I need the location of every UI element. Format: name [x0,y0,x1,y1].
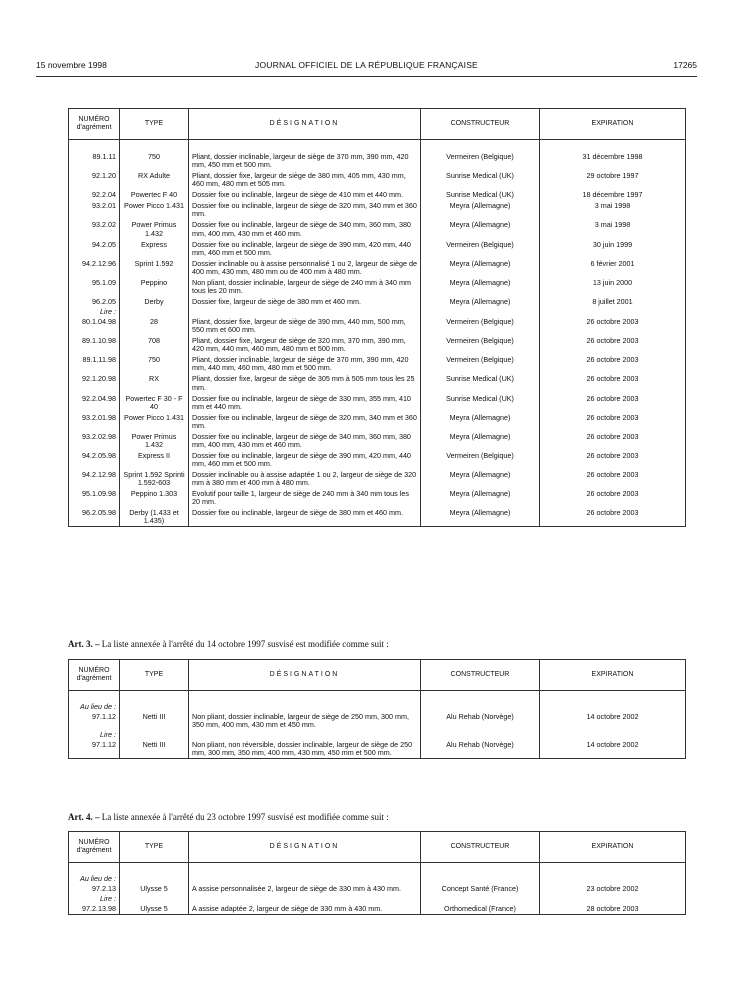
table-2 [68,659,686,759]
expiration-cell: 26 octobre 2003 [540,393,686,412]
header-page-number: 17265 [673,60,697,70]
lire-label-row [69,307,686,316]
type-cell: Powertec F 40 [120,189,189,200]
designation-cell: Non pliant, non réversible, dossier inclinable, largeur de siège de 250 mm, 300 mm, 350 mm, 400 mm, 430 mm, 450 mm et 500 mm. [189,739,421,759]
designation-cell: Dossier fixe ou inclinable, largeur de siège de 390 mm, 420 mm, 440 mm, 460 mm et 500 mm. [189,450,421,469]
table-row [69,170,686,189]
constructeur-cell: Meyra (Allemagne) [421,200,540,219]
expiration-cell: 26 octobre 2003 [540,431,686,450]
numero-cell: 96.2.05 [69,296,120,307]
au-lieu-de-label-row [69,874,686,883]
table-row [69,151,686,170]
constructeur-cell: Vermeiren (Belgique) [421,354,540,373]
expiration-cell: 26 octobre 2003 [540,507,686,527]
lire-label-row [69,894,686,903]
type-cell: Netti III [120,739,189,759]
col-designation: DÉSIGNATION [189,832,421,863]
designation-cell: Evolutif pour taille 1, largeur de siège de 240 mm à 340 mm tous les 20 mm. [189,488,421,507]
numero-cell: 94.2.05.98 [69,450,120,469]
type-cell: Peppino [120,277,189,296]
numero-cell: 93.2.01.98 [69,412,120,431]
constructeur-cell: Sunrise Medical (UK) [421,170,540,189]
table-row [69,739,686,759]
designation-cell: Non pliant, dossier inclinable, largeur de siège de 240 mm à 340 mm tous les 20 mm. [189,277,421,296]
expiration-cell: 8 juillet 2001 [540,296,686,307]
constructeur-cell: Alu Rehab (Norvège) [421,739,540,759]
table-row [69,335,686,354]
page-header [36,60,697,74]
constructeur-cell: Meyra (Allemagne) [421,277,540,296]
col-type: TYPE [120,109,189,140]
col-expiration: EXPIRATION [540,660,686,691]
numero-cell: 89.1.11.98 [69,354,120,373]
expiration-cell: 14 octobre 2002 [540,739,686,759]
type-cell: Ulysse 5 [120,903,189,915]
col-expiration: EXPIRATION [540,832,686,863]
numero-cell: 97.1.12 [69,711,120,730]
table-1 [68,108,686,527]
numero-cell: 92.2.04 [69,189,120,200]
designation-cell: Pliant, dossier fixe, largeur de siège de 320 mm, 370 mm, 390 mm, 420 mm, 440 mm, 460 mm, 480 mm et 500 mm. [189,335,421,354]
designation-cell: Dossier fixe ou inclinable, largeur de siège de 320 mm, 340 mm et 360 mm. [189,412,421,431]
table-row [69,296,686,307]
numero-cell: 96.2.05.98 [69,507,120,527]
au-lieu-de-label: Au lieu de : [69,874,120,883]
col-type: TYPE [120,660,189,691]
type-cell: Sprint 1.592 Sprinti 1.592-603 [120,469,189,488]
numero-cell: 89.1.10.98 [69,335,120,354]
col-type: TYPE [120,832,189,863]
constructeur-cell: Meyra (Allemagne) [421,412,540,431]
table-row [69,277,686,296]
table-row [69,903,686,915]
article-4-label: Art. 4. – [68,812,100,822]
constructeur-cell: Vermeiren (Belgique) [421,450,540,469]
constructeur-cell: Sunrise Medical (UK) [421,373,540,392]
numero-cell: 93.2.01 [69,200,120,219]
header-date: 15 novembre 1998 [36,60,107,70]
designation-cell: A assise adaptée 2, largeur de siège de 330 mm à 430 mm. [189,903,421,915]
table-row [69,219,686,238]
table-row [69,412,686,431]
table-row [69,431,686,450]
constructeur-cell: Vermeiren (Belgique) [421,151,540,170]
designation-cell: Non pliant, dossier inclinable, largeur de siège de 250 mm, 300 mm, 350 mm, 400 mm, 430 mm et 450 mm. [189,711,421,730]
type-cell: Ulysse 5 [120,883,189,894]
table-row [69,200,686,219]
designation-cell: Dossier fixe ou inclinable, largeur de siège de 410 mm et 440 mm. [189,189,421,200]
designation-cell: Dossier fixe ou inclinable, largeur de siège de 390 mm, 420 mm, 440 mm, 460 mm et 500 mm. [189,239,421,258]
lire-label: Lire : [69,307,120,316]
expiration-cell: 26 octobre 2003 [540,450,686,469]
expiration-cell: 26 octobre 2003 [540,469,686,488]
numero-cell: 93.2.02 [69,219,120,238]
expiration-cell: 26 octobre 2003 [540,354,686,373]
table-1-old-entries [69,140,686,308]
constructeur-cell: Meyra (Allemagne) [421,488,540,507]
constructeur-cell: Orthomedical (France) [421,903,540,915]
article-4-text: La liste annexée à l'arrêté du 23 octobre 1997 susvisé est modifiée comme suit : [101,812,389,822]
table-header-row [69,109,686,140]
numero-cell: 97.2.13.98 [69,903,120,915]
type-cell: 708 [120,335,189,354]
type-cell: Powertec F 30 - F 40 [120,393,189,412]
table-row [69,189,686,200]
col-numero: NUMÉRO d'agrément [69,109,120,140]
type-cell: 750 [120,354,189,373]
expiration-cell: 26 octobre 2003 [540,488,686,507]
constructeur-cell: Sunrise Medical (UK) [421,189,540,200]
table-row [69,450,686,469]
col-expiration: EXPIRATION [540,109,686,140]
col-designation: DÉSIGNATION [189,660,421,691]
table-row [69,239,686,258]
designation-cell: Dossier fixe ou inclinable, largeur de siège de 320 mm, 340 mm et 360 mm. [189,200,421,219]
numero-cell: 80.1.04.98 [69,316,120,335]
constructeur-cell: Meyra (Allemagne) [421,469,540,488]
au-lieu-de-label: Au lieu de : [69,702,120,711]
type-cell: RX [120,373,189,392]
type-cell: Express II [120,450,189,469]
designation-cell: Dossier inclinable ou à assise personnalisé 1 ou 2, largeur de siège de 400 mm, 430 mm, 480 mm ou de 400 mm à 480 mm. [189,258,421,277]
designation-cell: Dossier fixe ou inclinable, largeur de siège de 340 mm, 360 mm, 380 mm, 400 mm, 430 mm et 460 mm. [189,219,421,238]
constructeur-cell: Concept Santé (France) [421,883,540,894]
numero-cell: 92.2.04.98 [69,393,120,412]
expiration-cell: 26 octobre 2003 [540,373,686,392]
constructeur-cell: Meyra (Allemagne) [421,258,540,277]
numero-cell: 97.2.13 [69,883,120,894]
type-cell: RX Adulte [120,170,189,189]
expiration-cell: 28 octobre 2003 [540,903,686,915]
numero-cell: 94.2.05 [69,239,120,258]
designation-cell: Pliant, dossier fixe, largeur de siège de 390 mm, 440 mm, 500 mm, 550 mm et 600 mm. [189,316,421,335]
type-cell: Sprint 1.592 [120,258,189,277]
lire-label-row [69,730,686,739]
expiration-cell: 6 février 2001 [540,258,686,277]
col-designation: DÉSIGNATION [189,109,421,140]
type-cell: Power Picco 1.431 [120,412,189,431]
designation-cell: Pliant, dossier fixe, largeur de siège de 380 mm, 405 mm, 430 mm, 460 mm, 480 mm et 505 mm. [189,170,421,189]
table-row [69,373,686,392]
table-row [69,393,686,412]
table-row [69,354,686,373]
type-cell: Derby [120,296,189,307]
expiration-cell: 26 octobre 2003 [540,335,686,354]
table-row [69,711,686,730]
au-lieu-de-label-row [69,702,686,711]
article-4 [68,812,685,822]
designation-cell: Dossier fixe ou inclinable, largeur de siège de 330 mm, 355 mm, 410 mm et 440 mm. [189,393,421,412]
designation-cell: Dossier fixe ou inclinable, largeur de siège de 380 mm et 460 mm. [189,507,421,527]
table-1-new-entries [69,316,686,527]
constructeur-cell: Meyra (Allemagne) [421,296,540,307]
numero-cell: 89.1.11 [69,151,120,170]
lire-label: Lire : [69,730,120,739]
type-cell: 750 [120,151,189,170]
table-row [69,883,686,894]
numero-cell: 97.1.12 [69,739,120,759]
numero-cell: 92.1.20 [69,170,120,189]
constructeur-cell: Vermeiren (Belgique) [421,239,540,258]
designation-cell: Dossier fixe, largeur de siège de 380 mm et 460 mm. [189,296,421,307]
designation-cell: Pliant, dossier fixe, largeur de siège de 305 mm à 505 mm tous les 25 mm. [189,373,421,392]
expiration-cell: 31 décembre 1998 [540,151,686,170]
table-row [69,316,686,335]
numero-cell: 95.1.09 [69,277,120,296]
expiration-cell: 18 décembre 1997 [540,189,686,200]
type-cell: Power Primus 1.432 [120,219,189,238]
designation-cell: Pliant, dossier inclinable, largeur de siège de 370 mm, 390 mm, 420 mm, 450 mm et 500 mm. [189,151,421,170]
expiration-cell: 30 juin 1999 [540,239,686,258]
col-constructeur: CONSTRUCTEUR [421,832,540,863]
article-3-label: Art. 3. – [68,639,100,649]
numero-cell: 95.1.09.98 [69,488,120,507]
type-cell: 28 [120,316,189,335]
expiration-cell: 14 octobre 2002 [540,711,686,730]
col-constructeur: CONSTRUCTEUR [421,109,540,140]
table-row [69,507,686,527]
header-rule [36,76,697,77]
designation-cell: Dossier inclinable ou à assise adaptée 1 ou 2, largeur de siège de 320 mm à 380 mm et 400 mm à 480 mm. [189,469,421,488]
table-row [69,488,686,507]
header-journal-title: JOURNAL OFFICIEL DE LA RÉPUBLIQUE FRANÇAISE [255,60,478,70]
constructeur-cell: Meyra (Allemagne) [421,507,540,527]
article-3-text: La liste annexée à l'arrêté du 14 octobre 1997 susvisé est modifiée comme suit : [101,639,389,649]
expiration-cell: 3 mai 1998 [540,219,686,238]
designation-cell: Pliant, dossier inclinable, largeur de siège de 370 mm, 390 mm, 420 mm, 440 mm, 460 mm, 480 mm et 500 mm. [189,354,421,373]
col-constructeur: CONSTRUCTEUR [421,660,540,691]
type-cell: Netti III [120,711,189,730]
col-numero: NUMÉRO d'agrément [69,832,120,863]
expiration-cell: 23 octobre 2002 [540,883,686,894]
expiration-cell: 29 octobre 1997 [540,170,686,189]
constructeur-cell: Vermeiren (Belgique) [421,335,540,354]
designation-cell: Dossier fixe ou inclinable, largeur de siège de 340 mm, 360 mm, 380 mm, 400 mm, 430 mm et 460 mm. [189,431,421,450]
constructeur-cell: Meyra (Allemagne) [421,219,540,238]
numero-cell: 94.2.12.96 [69,258,120,277]
lire-label: Lire : [69,894,120,903]
expiration-cell: 13 juin 2000 [540,277,686,296]
numero-cell: 94.2.12.98 [69,469,120,488]
expiration-cell: 26 octobre 2003 [540,412,686,431]
type-cell: Power Picco 1.431 [120,200,189,219]
article-3 [68,639,685,649]
table-row [69,469,686,488]
numero-cell: 93.2.02.98 [69,431,120,450]
numero-cell: 92.1.20.98 [69,373,120,392]
type-cell: Express [120,239,189,258]
constructeur-cell: Sunrise Medical (UK) [421,393,540,412]
type-cell: Derby (1.433 et 1.435) [120,507,189,527]
constructeur-cell: Vermeiren (Belgique) [421,316,540,335]
type-cell: Power Primus 1.432 [120,431,189,450]
expiration-cell: 26 octobre 2003 [540,316,686,335]
designation-cell: A assise personnalisée 2, largeur de siège de 330 mm à 430 mm. [189,883,421,894]
table-row [69,258,686,277]
col-numero: NUMÉRO d'agrément [69,660,120,691]
expiration-cell: 3 mai 1998 [540,200,686,219]
type-cell: Peppino 1.303 [120,488,189,507]
table-3 [68,831,686,915]
constructeur-cell: Alu Rehab (Norvège) [421,711,540,730]
constructeur-cell: Meyra (Allemagne) [421,431,540,450]
